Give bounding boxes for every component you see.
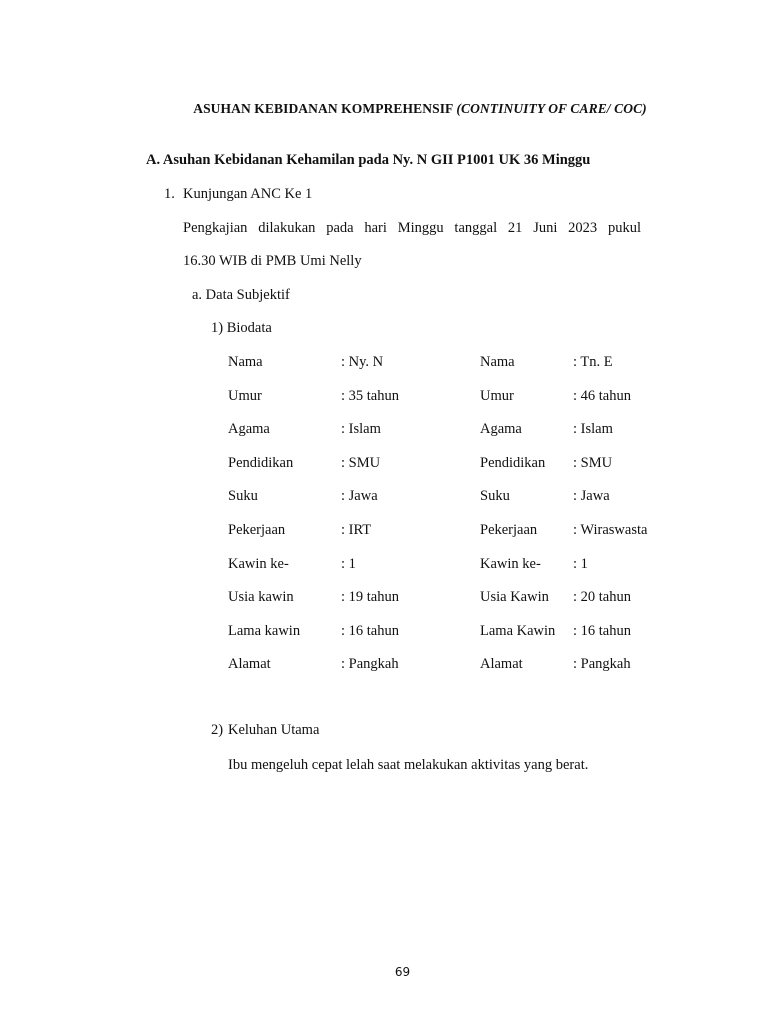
biodata-row	[0, 556, 768, 576]
biodata-label-suami: Umur	[480, 387, 514, 404]
data-subjektif-heading: a. Data Subjektif	[192, 287, 290, 303]
biodata-label-suami: Agama	[480, 421, 522, 438]
biodata-value-suami: : 1	[573, 555, 588, 572]
biodata-row	[0, 388, 768, 408]
document-title	[0, 101, 768, 117]
biodata-row	[0, 421, 768, 441]
item-1-heading	[164, 186, 312, 203]
biodata-label-ibu: Alamat	[228, 656, 271, 673]
biodata-value-ibu: : Ny. N	[341, 354, 384, 370]
document-title-main: ASUHAN KEBIDANAN KOMPREHENSIF	[193, 101, 453, 116]
biodata-label-suami: Suku	[480, 488, 510, 505]
biodata-value-ibu: : 1	[341, 555, 356, 572]
biodata-value-suami: : Wiraswasta	[573, 522, 648, 538]
page-number: 69	[394, 965, 411, 979]
biodata-row	[0, 589, 768, 609]
biodata-label-suami: Pekerjaan	[480, 522, 538, 538]
biodata-label-ibu: Suku	[228, 488, 258, 505]
biodata-label-suami: Alamat	[480, 656, 523, 673]
biodata-label-suami: Usia Kawin	[480, 589, 549, 606]
paragraph-line-1: Pengkajian dilakukan pada hari Minggu tanggal 21 Juni 2023 pukul	[183, 220, 641, 236]
biodata-value-suami: : Islam	[573, 421, 613, 438]
biodata-value-suami: : 16 tahun	[573, 622, 631, 639]
biodata-value-ibu: : Pangkah	[341, 656, 399, 673]
biodata-label-ibu: Pekerjaan	[228, 522, 286, 538]
biodata-heading: 1) Biodata	[211, 320, 272, 336]
section-a-heading: A. Asuhan Kebidanan Kehamilan pada Ny. N GII P1001 UK 36 Minggu	[146, 152, 591, 168]
keluhan-utama-heading	[211, 722, 319, 739]
biodata-value-ibu: : IRT	[341, 522, 372, 538]
biodata-value-suami: : Jawa	[573, 488, 610, 505]
biodata-row	[0, 455, 768, 475]
biodata-label-suami: Lama Kawin	[480, 622, 556, 639]
biodata-value-suami: : SMU	[573, 454, 613, 471]
biodata-label-ibu: Lama kawin	[228, 622, 301, 639]
biodata-label-suami: Kawin ke-	[480, 555, 541, 572]
item-1-label: Kunjungan ANC Ke 1	[183, 186, 313, 202]
biodata-value-ibu: : Jawa	[341, 488, 378, 505]
biodata-value-suami: : Pangkah	[573, 656, 631, 673]
biodata-row	[0, 656, 768, 676]
biodata-label-suami: Pendidikan	[480, 454, 546, 471]
biodata-label-ibu: Usia kawin	[228, 589, 294, 606]
biodata-value-ibu: : SMU	[341, 454, 381, 471]
biodata-value-ibu: : 19 tahun	[341, 589, 399, 606]
biodata-row	[0, 488, 768, 508]
biodata-label-ibu: Kawin ke-	[228, 555, 289, 572]
biodata-value-ibu: : 35 tahun	[341, 387, 399, 404]
keluhan-heading-label: Keluhan Utama	[228, 722, 320, 738]
biodata-row	[0, 522, 768, 542]
biodata-label-ibu: Nama	[228, 354, 263, 370]
biodata-value-suami: : 20 tahun	[573, 589, 631, 606]
biodata-row	[0, 354, 768, 374]
paragraph-line-2: 16.30 WIB di PMB Umi Nelly	[183, 253, 362, 269]
biodata-label-ibu: Agama	[228, 421, 270, 438]
biodata-value-suami: : 46 tahun	[573, 387, 631, 404]
biodata-row	[0, 623, 768, 643]
biodata-label-ibu: Umur	[228, 387, 262, 404]
document-title-italic: (CONTINUITY OF CARE/ COC)	[456, 101, 647, 116]
biodata-label-ibu: Pendidikan	[228, 454, 294, 471]
biodata-label-suami: Nama	[480, 354, 515, 370]
keluhan-number: 2)	[211, 722, 224, 738]
biodata-value-suami: : Tn. E	[573, 354, 613, 370]
biodata-value-ibu: : Islam	[341, 421, 381, 438]
item-1-number: 1.	[164, 186, 175, 202]
biodata-value-ibu: : 16 tahun	[341, 622, 399, 639]
keluhan-text: Ibu mengeluh cepat lelah saat melakukan aktivitas yang berat.	[228, 757, 589, 773]
